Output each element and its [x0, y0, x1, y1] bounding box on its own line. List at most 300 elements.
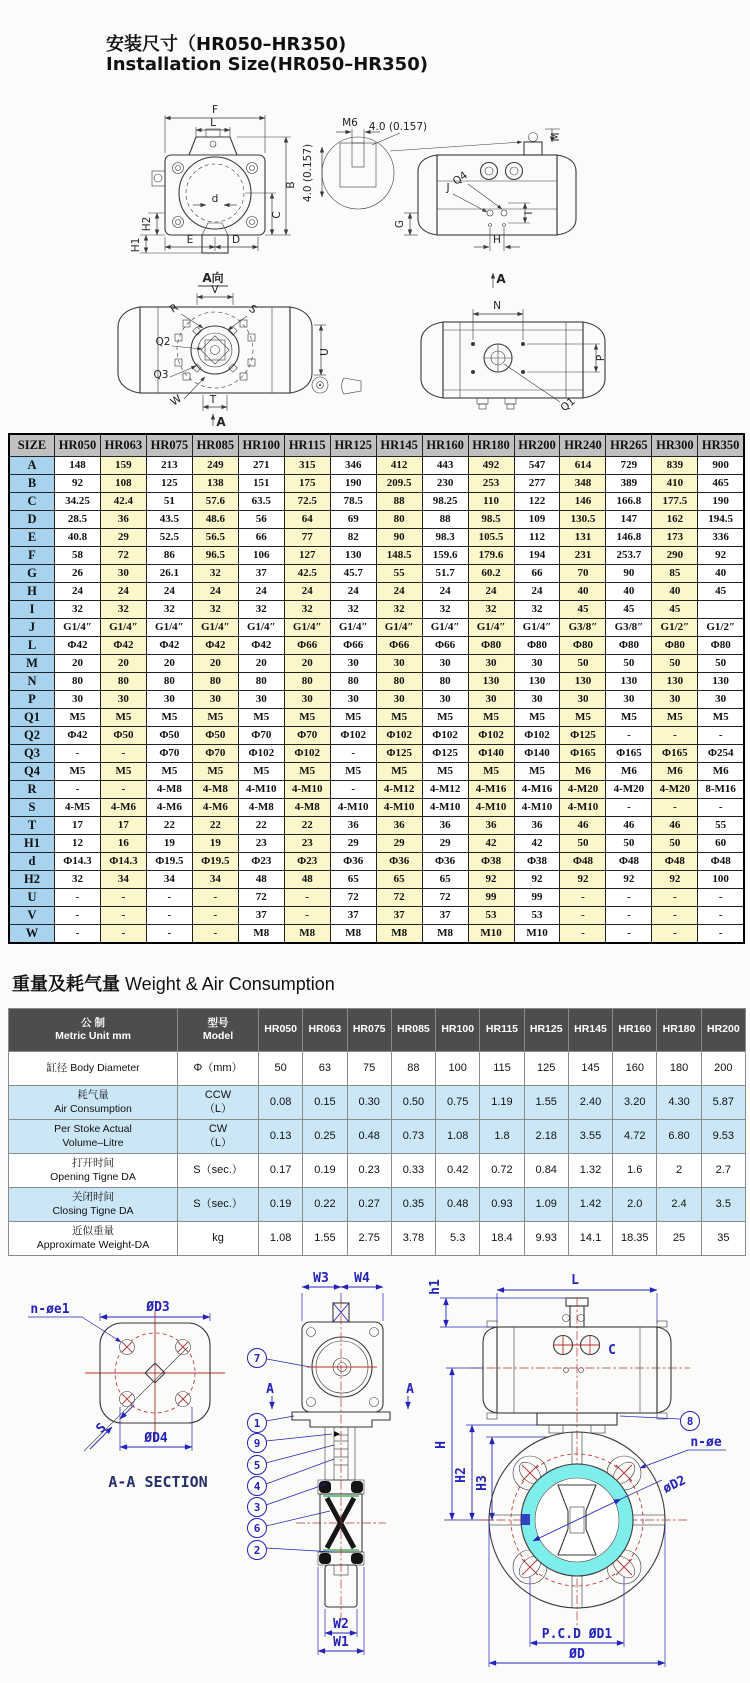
- plug-icon: [342, 378, 361, 394]
- size-cell: -: [146, 907, 192, 925]
- dim-label-valve-C: C: [608, 1343, 616, 1358]
- weight-size-header: HR063: [303, 1009, 347, 1052]
- weight-cell: 9.53: [701, 1120, 745, 1154]
- size-cell: 60: [698, 835, 744, 853]
- size-cell: Φ36: [330, 853, 376, 871]
- size-cell: 50: [652, 835, 698, 853]
- weight-row: [9, 1120, 746, 1154]
- size-row-label: F: [9, 547, 55, 565]
- size-cell: 194: [514, 547, 560, 565]
- size-cell: 30: [422, 655, 468, 673]
- size-cell: -: [698, 727, 744, 745]
- size-cell: 19: [146, 835, 192, 853]
- dim-label-W1: W1: [333, 1635, 349, 1650]
- size-cell: 28.5: [55, 511, 101, 529]
- size-cell: 175: [284, 475, 330, 493]
- size-cell: 92: [606, 871, 652, 889]
- size-cell: 146.8: [606, 529, 652, 547]
- size-cell: 22: [284, 817, 330, 835]
- size-col-header: HR063: [100, 434, 146, 457]
- size-cell: Φ36: [422, 853, 468, 871]
- dim-label-W4: W4: [354, 1271, 370, 1286]
- aa-section-caption: A-A SECTION: [108, 1473, 208, 1491]
- size-cell: -: [698, 907, 744, 925]
- size-cell: G1/4″: [514, 619, 560, 637]
- size-cell: G1/4″: [146, 619, 192, 637]
- size-cell: 4-M8: [146, 781, 192, 799]
- size-row: [9, 655, 744, 673]
- size-cell: 112: [514, 529, 560, 547]
- weight-cell: 1.08: [259, 1222, 303, 1256]
- size-cell: Φ102: [514, 727, 560, 745]
- size-cell: 24: [284, 583, 330, 601]
- weight-cell: 2.4: [657, 1188, 701, 1222]
- size-cell: 348: [560, 475, 606, 493]
- size-cell: 151: [238, 475, 284, 493]
- size-cell: -: [652, 727, 698, 745]
- balloon-6-label: 6: [253, 1522, 261, 1535]
- size-cell: 105.5: [468, 529, 514, 547]
- size-cell: M6: [606, 763, 652, 781]
- size-cell: 614: [560, 457, 606, 475]
- balloon-3-label: 3: [253, 1501, 261, 1514]
- weight-row-unit: kg: [178, 1222, 259, 1256]
- weight-cell: 160: [613, 1052, 657, 1086]
- size-cell: 26.1: [146, 565, 192, 583]
- dim-label-valve-H: H: [434, 1441, 449, 1449]
- size-cell: 30: [468, 691, 514, 709]
- size-cell: 53: [468, 907, 514, 925]
- weight-cell: 63: [303, 1052, 347, 1086]
- size-cell: 53: [514, 907, 560, 925]
- size-cell: 29: [376, 835, 422, 853]
- size-cell: Φ125: [422, 745, 468, 763]
- weight-cell: 9.93: [524, 1222, 568, 1256]
- size-cell: Φ50: [192, 727, 238, 745]
- size-cell: 24: [100, 583, 146, 601]
- size-cell: G1/4″: [284, 619, 330, 637]
- size-cell: -: [55, 745, 101, 763]
- weight-size-header: HR200: [701, 1009, 745, 1052]
- weight-cell: 75: [347, 1052, 391, 1086]
- size-cell: G1/4″: [100, 619, 146, 637]
- size-cell: 277: [514, 475, 560, 493]
- weight-cell: 0.23: [347, 1154, 391, 1188]
- size-cell: Φ50: [100, 727, 146, 745]
- dim-label-H: H: [493, 234, 501, 246]
- size-cell: -: [146, 889, 192, 907]
- size-cell: 30: [468, 655, 514, 673]
- dim-label-Q1: Q1: [558, 395, 578, 415]
- size-row: [9, 763, 744, 781]
- size-cell: M5: [652, 709, 698, 727]
- size-cell: 127: [284, 547, 330, 565]
- size-cell: 45: [560, 601, 606, 619]
- size-cell: -: [330, 781, 376, 799]
- size-cell: 547: [514, 457, 560, 475]
- dim-label-H2: H2: [141, 216, 153, 232]
- size-col-header: HR300: [652, 434, 698, 457]
- size-cell: Φ38: [514, 853, 560, 871]
- size-cell: 253: [468, 475, 514, 493]
- size-col-header: HR125: [330, 434, 376, 457]
- size-cell: Φ50: [146, 727, 192, 745]
- weight-cell: 0.22: [303, 1188, 347, 1222]
- size-cell: 130: [330, 547, 376, 565]
- weight-cell: 1.32: [568, 1154, 612, 1188]
- size-cell: M5: [330, 709, 376, 727]
- size-cell: 166.8: [606, 493, 652, 511]
- size-cell: 65: [330, 871, 376, 889]
- dim-label-B: B: [285, 181, 297, 189]
- size-cell: 4-M10: [468, 799, 514, 817]
- weight-cell: 0.50: [391, 1086, 435, 1120]
- size-cell: M5: [55, 709, 101, 727]
- size-row: [9, 835, 744, 853]
- weight-cell: 0.48: [347, 1120, 391, 1154]
- size-cell: 249: [192, 457, 238, 475]
- size-cell: 443: [422, 457, 468, 475]
- size-cell: 24: [330, 583, 376, 601]
- size-cell: M5: [55, 763, 101, 781]
- size-row-label: E: [9, 529, 55, 547]
- size-cell: Φ42: [55, 637, 101, 655]
- size-cell: Φ42: [146, 637, 192, 655]
- size-cell: -: [100, 745, 146, 763]
- size-cell: 4-M6: [146, 799, 192, 817]
- dim-label-D2: øD2: [660, 1473, 689, 1497]
- size-row: [9, 583, 744, 601]
- size-cell: 69: [330, 511, 376, 529]
- size-cell: G1/2″: [698, 619, 744, 637]
- size-cell: 90: [606, 565, 652, 583]
- size-cell: 30: [606, 691, 652, 709]
- weight-section-title: [12, 970, 335, 996]
- size-cell: 34.25: [55, 493, 101, 511]
- size-cell: 32: [238, 601, 284, 619]
- size-cell: 32: [192, 565, 238, 583]
- size-cell: -: [560, 889, 606, 907]
- weight-cell: 0.19: [259, 1188, 303, 1222]
- weight-row: [9, 1052, 746, 1086]
- size-cell: 30: [146, 691, 192, 709]
- dim-label-valve-H2: H2: [454, 1467, 469, 1483]
- size-cell: 346: [330, 457, 376, 475]
- size-cell: 40: [606, 583, 652, 601]
- dim-label-thread-depth: 4.0 (0.157): [368, 121, 428, 133]
- size-cell: 92: [514, 871, 560, 889]
- dim-label-V: V: [211, 284, 219, 296]
- weight-cell: 3.20: [613, 1086, 657, 1120]
- size-cell: 32: [192, 601, 238, 619]
- dim-label-M: M: [550, 132, 562, 142]
- size-row: [9, 817, 744, 835]
- size-cell: 40.8: [55, 529, 101, 547]
- size-cell: 56.5: [192, 529, 238, 547]
- size-cell: 72: [100, 547, 146, 565]
- size-row-label: H1: [9, 835, 55, 853]
- dim-label-C: C: [271, 211, 283, 219]
- weight-size-header: HR075: [347, 1009, 391, 1052]
- size-cell: G1/4″: [55, 619, 101, 637]
- size-cell: 80: [100, 673, 146, 691]
- weight-cell: 6.80: [657, 1120, 701, 1154]
- weight-cell: 2: [657, 1154, 701, 1188]
- size-cell: 99: [468, 889, 514, 907]
- dim-label-W: W: [168, 392, 184, 409]
- weight-cell: 4.72: [613, 1120, 657, 1154]
- size-cell: 32: [100, 601, 146, 619]
- size-cell: 22: [146, 817, 192, 835]
- size-cell: 4-M10: [238, 781, 284, 799]
- size-cell: 4-M8: [192, 781, 238, 799]
- size-cell: 24: [422, 583, 468, 601]
- size-cell: -: [698, 799, 744, 817]
- size-cell: 130: [514, 673, 560, 691]
- size-cell: 20: [100, 655, 146, 673]
- size-cell: M8: [330, 925, 376, 944]
- size-cell: -: [606, 727, 652, 745]
- weight-size-header: HR085: [391, 1009, 435, 1052]
- size-cell: 16: [100, 835, 146, 853]
- size-cell: 4-M10: [514, 799, 560, 817]
- weight-cell: 50: [259, 1052, 303, 1086]
- size-row: [9, 925, 744, 944]
- weight-section-title-zh: 重量及耗气量: [12, 974, 120, 994]
- size-cell: 22: [192, 817, 238, 835]
- balloon-8-label: 8: [686, 1415, 694, 1428]
- dim-label-F: F: [211, 104, 219, 116]
- size-cell: 26: [55, 565, 101, 583]
- size-cell: M5: [284, 709, 330, 727]
- size-row-label: G: [9, 565, 55, 583]
- size-cell: M5: [376, 763, 422, 781]
- size-cell: 92: [55, 475, 101, 493]
- size-row: [9, 619, 744, 637]
- size-cell: 315: [284, 457, 330, 475]
- weight-row: [9, 1086, 746, 1120]
- size-cell: 46: [606, 817, 652, 835]
- size-corner-header: SIZE: [9, 434, 55, 457]
- size-cell: 4-M10: [560, 799, 606, 817]
- dim-label-E: E: [186, 234, 194, 246]
- size-cell: 32: [422, 601, 468, 619]
- weight-cell: 0.08: [259, 1086, 303, 1120]
- size-cell: 50: [698, 655, 744, 673]
- size-cell: M5: [468, 709, 514, 727]
- dim-label-W2: W2: [333, 1617, 349, 1632]
- size-row-label: A: [9, 457, 55, 475]
- size-cell: G1/4″: [192, 619, 238, 637]
- size-cell: Φ14.3: [55, 853, 101, 871]
- size-cell: -: [560, 907, 606, 925]
- balloon-4-label: 4: [253, 1480, 261, 1493]
- size-cell: 290: [652, 547, 698, 565]
- size-cell: -: [284, 907, 330, 925]
- weight-cell: 180: [657, 1052, 701, 1086]
- weight-cell: 115: [480, 1052, 524, 1086]
- size-table: [8, 433, 745, 944]
- dim-label-J: J: [446, 182, 450, 194]
- size-col-header: HR265: [606, 434, 652, 457]
- size-cell: 130: [652, 673, 698, 691]
- size-cell: 24: [192, 583, 238, 601]
- size-cell: 45.7: [330, 565, 376, 583]
- weight-cell: 1.09: [524, 1188, 568, 1222]
- size-row-label: d: [9, 853, 55, 871]
- dim-label-S: S: [246, 302, 259, 317]
- size-cell: 146: [560, 493, 606, 511]
- size-cell: 20: [146, 655, 192, 673]
- size-cell: Φ70: [146, 745, 192, 763]
- dim-label-Q2: Q2: [155, 336, 171, 348]
- size-cell: -: [55, 907, 101, 925]
- dim-label-thread-depth-v: 4.0 (0.157): [302, 143, 314, 203]
- size-col-header: HR160: [422, 434, 468, 457]
- size-cell: 32: [146, 601, 192, 619]
- size-cell: 32: [330, 601, 376, 619]
- size-cell: 42.4: [100, 493, 146, 511]
- size-cell: Φ102: [238, 745, 284, 763]
- weight-cell: 2.7: [701, 1154, 745, 1188]
- dim-label-h1: h1: [428, 1279, 443, 1295]
- size-cell: -: [698, 925, 744, 944]
- size-cell: M5: [192, 763, 238, 781]
- size-cell: M5: [422, 709, 468, 727]
- size-cell: M8: [376, 925, 422, 944]
- size-row: [9, 601, 744, 619]
- size-cell: 108: [100, 475, 146, 493]
- size-cell: 45: [698, 583, 744, 601]
- size-cell: 66: [514, 565, 560, 583]
- size-row-label: W: [9, 925, 55, 944]
- size-cell: 32: [514, 601, 560, 619]
- size-cell: -: [606, 889, 652, 907]
- size-row: [9, 727, 744, 745]
- weight-row-unit: Φ（mm）: [178, 1052, 259, 1086]
- size-row-label: R: [9, 781, 55, 799]
- size-cell: 30: [330, 691, 376, 709]
- weight-cell: 1.8: [480, 1120, 524, 1154]
- size-cell: 37: [330, 907, 376, 925]
- size-cell: 23: [238, 835, 284, 853]
- weight-row-name: 缸径 Body Diameter: [9, 1052, 178, 1086]
- size-cell: 130: [698, 673, 744, 691]
- size-cell: 20: [284, 655, 330, 673]
- size-row: [9, 781, 744, 799]
- size-cell: 4-M10: [330, 799, 376, 817]
- size-cell: 4-M20: [652, 781, 698, 799]
- weight-cell: 0.33: [391, 1154, 435, 1188]
- weight-cell: 5.3: [436, 1222, 480, 1256]
- size-cell: 98.25: [422, 493, 468, 511]
- size-cell: Φ165: [606, 745, 652, 763]
- size-row-label: V: [9, 907, 55, 925]
- size-cell: 55: [376, 565, 422, 583]
- size-cell: M5: [100, 709, 146, 727]
- size-cell: 92: [652, 871, 698, 889]
- size-cell: -: [606, 925, 652, 944]
- weight-cell: 125: [524, 1052, 568, 1086]
- size-cell: Φ66: [284, 637, 330, 655]
- size-cell: Φ48: [606, 853, 652, 871]
- size-cell: 34: [100, 871, 146, 889]
- size-cell: 230: [422, 475, 468, 493]
- weight-cell: 18.4: [480, 1222, 524, 1256]
- weight-row: [9, 1154, 746, 1188]
- weight-row-name: 打开时间 Opening Tigne DA: [9, 1154, 178, 1188]
- size-cell: 30: [560, 691, 606, 709]
- dim-label-W3: W3: [313, 1271, 329, 1286]
- size-cell: M5: [514, 709, 560, 727]
- size-cell: 147: [606, 511, 652, 529]
- size-cell: -: [100, 889, 146, 907]
- size-cell: 162: [652, 511, 698, 529]
- weight-cell: 0.72: [480, 1154, 524, 1188]
- size-row-label: U: [9, 889, 55, 907]
- size-cell: Φ80: [468, 637, 514, 655]
- size-cell: Φ48: [698, 853, 744, 871]
- size-cell: 24: [514, 583, 560, 601]
- size-cell: 50: [560, 835, 606, 853]
- size-cell: Φ48: [560, 853, 606, 871]
- size-cell: 82: [330, 529, 376, 547]
- size-cell: 30: [330, 655, 376, 673]
- weight-size-header: HR160: [613, 1009, 657, 1052]
- size-cell: 92: [468, 871, 514, 889]
- size-cell: Φ102: [376, 727, 422, 745]
- size-cell: 32: [55, 601, 101, 619]
- size-cell: 32: [55, 871, 101, 889]
- weight-row: [9, 1188, 746, 1222]
- size-row: [9, 493, 744, 511]
- size-row-label: Q1: [9, 709, 55, 727]
- size-cell: 130: [468, 673, 514, 691]
- weight-size-header: HR050: [259, 1009, 303, 1052]
- size-row: [9, 511, 744, 529]
- dim-label-D4: ØD4: [144, 1431, 168, 1446]
- weight-cell: 3.5: [701, 1188, 745, 1222]
- size-cell: 70: [560, 565, 606, 583]
- size-cell: 98.3: [422, 529, 468, 547]
- size-cell: 4-M20: [606, 781, 652, 799]
- size-row: [9, 907, 744, 925]
- size-cell: M5: [146, 709, 192, 727]
- weight-row-unit: S（sec.）: [178, 1188, 259, 1222]
- size-row-label: C: [9, 493, 55, 511]
- size-row: [9, 457, 744, 475]
- size-cell: 37: [238, 565, 284, 583]
- side-view-drawing: [302, 117, 576, 251]
- size-col-header: HR145: [376, 434, 422, 457]
- size-cell: 72: [376, 889, 422, 907]
- weight-row-unit: CW （L）: [178, 1120, 259, 1154]
- size-cell: M6: [652, 763, 698, 781]
- stem-assembly-drawing: [248, 1271, 415, 1655]
- dim-label-n-e1: n-øe1: [30, 1302, 70, 1317]
- size-cell: 36: [468, 817, 514, 835]
- size-cell: 900: [698, 457, 744, 475]
- size-cell: 32: [468, 601, 514, 619]
- weight-cell: 5.87: [701, 1086, 745, 1120]
- size-cell: Φ70: [284, 727, 330, 745]
- size-row: [9, 709, 744, 727]
- size-cell: -: [652, 799, 698, 817]
- size-cell: G1/4″: [330, 619, 376, 637]
- size-cell: 80: [55, 673, 101, 691]
- size-cell: 85: [652, 565, 698, 583]
- size-cell: 17: [100, 817, 146, 835]
